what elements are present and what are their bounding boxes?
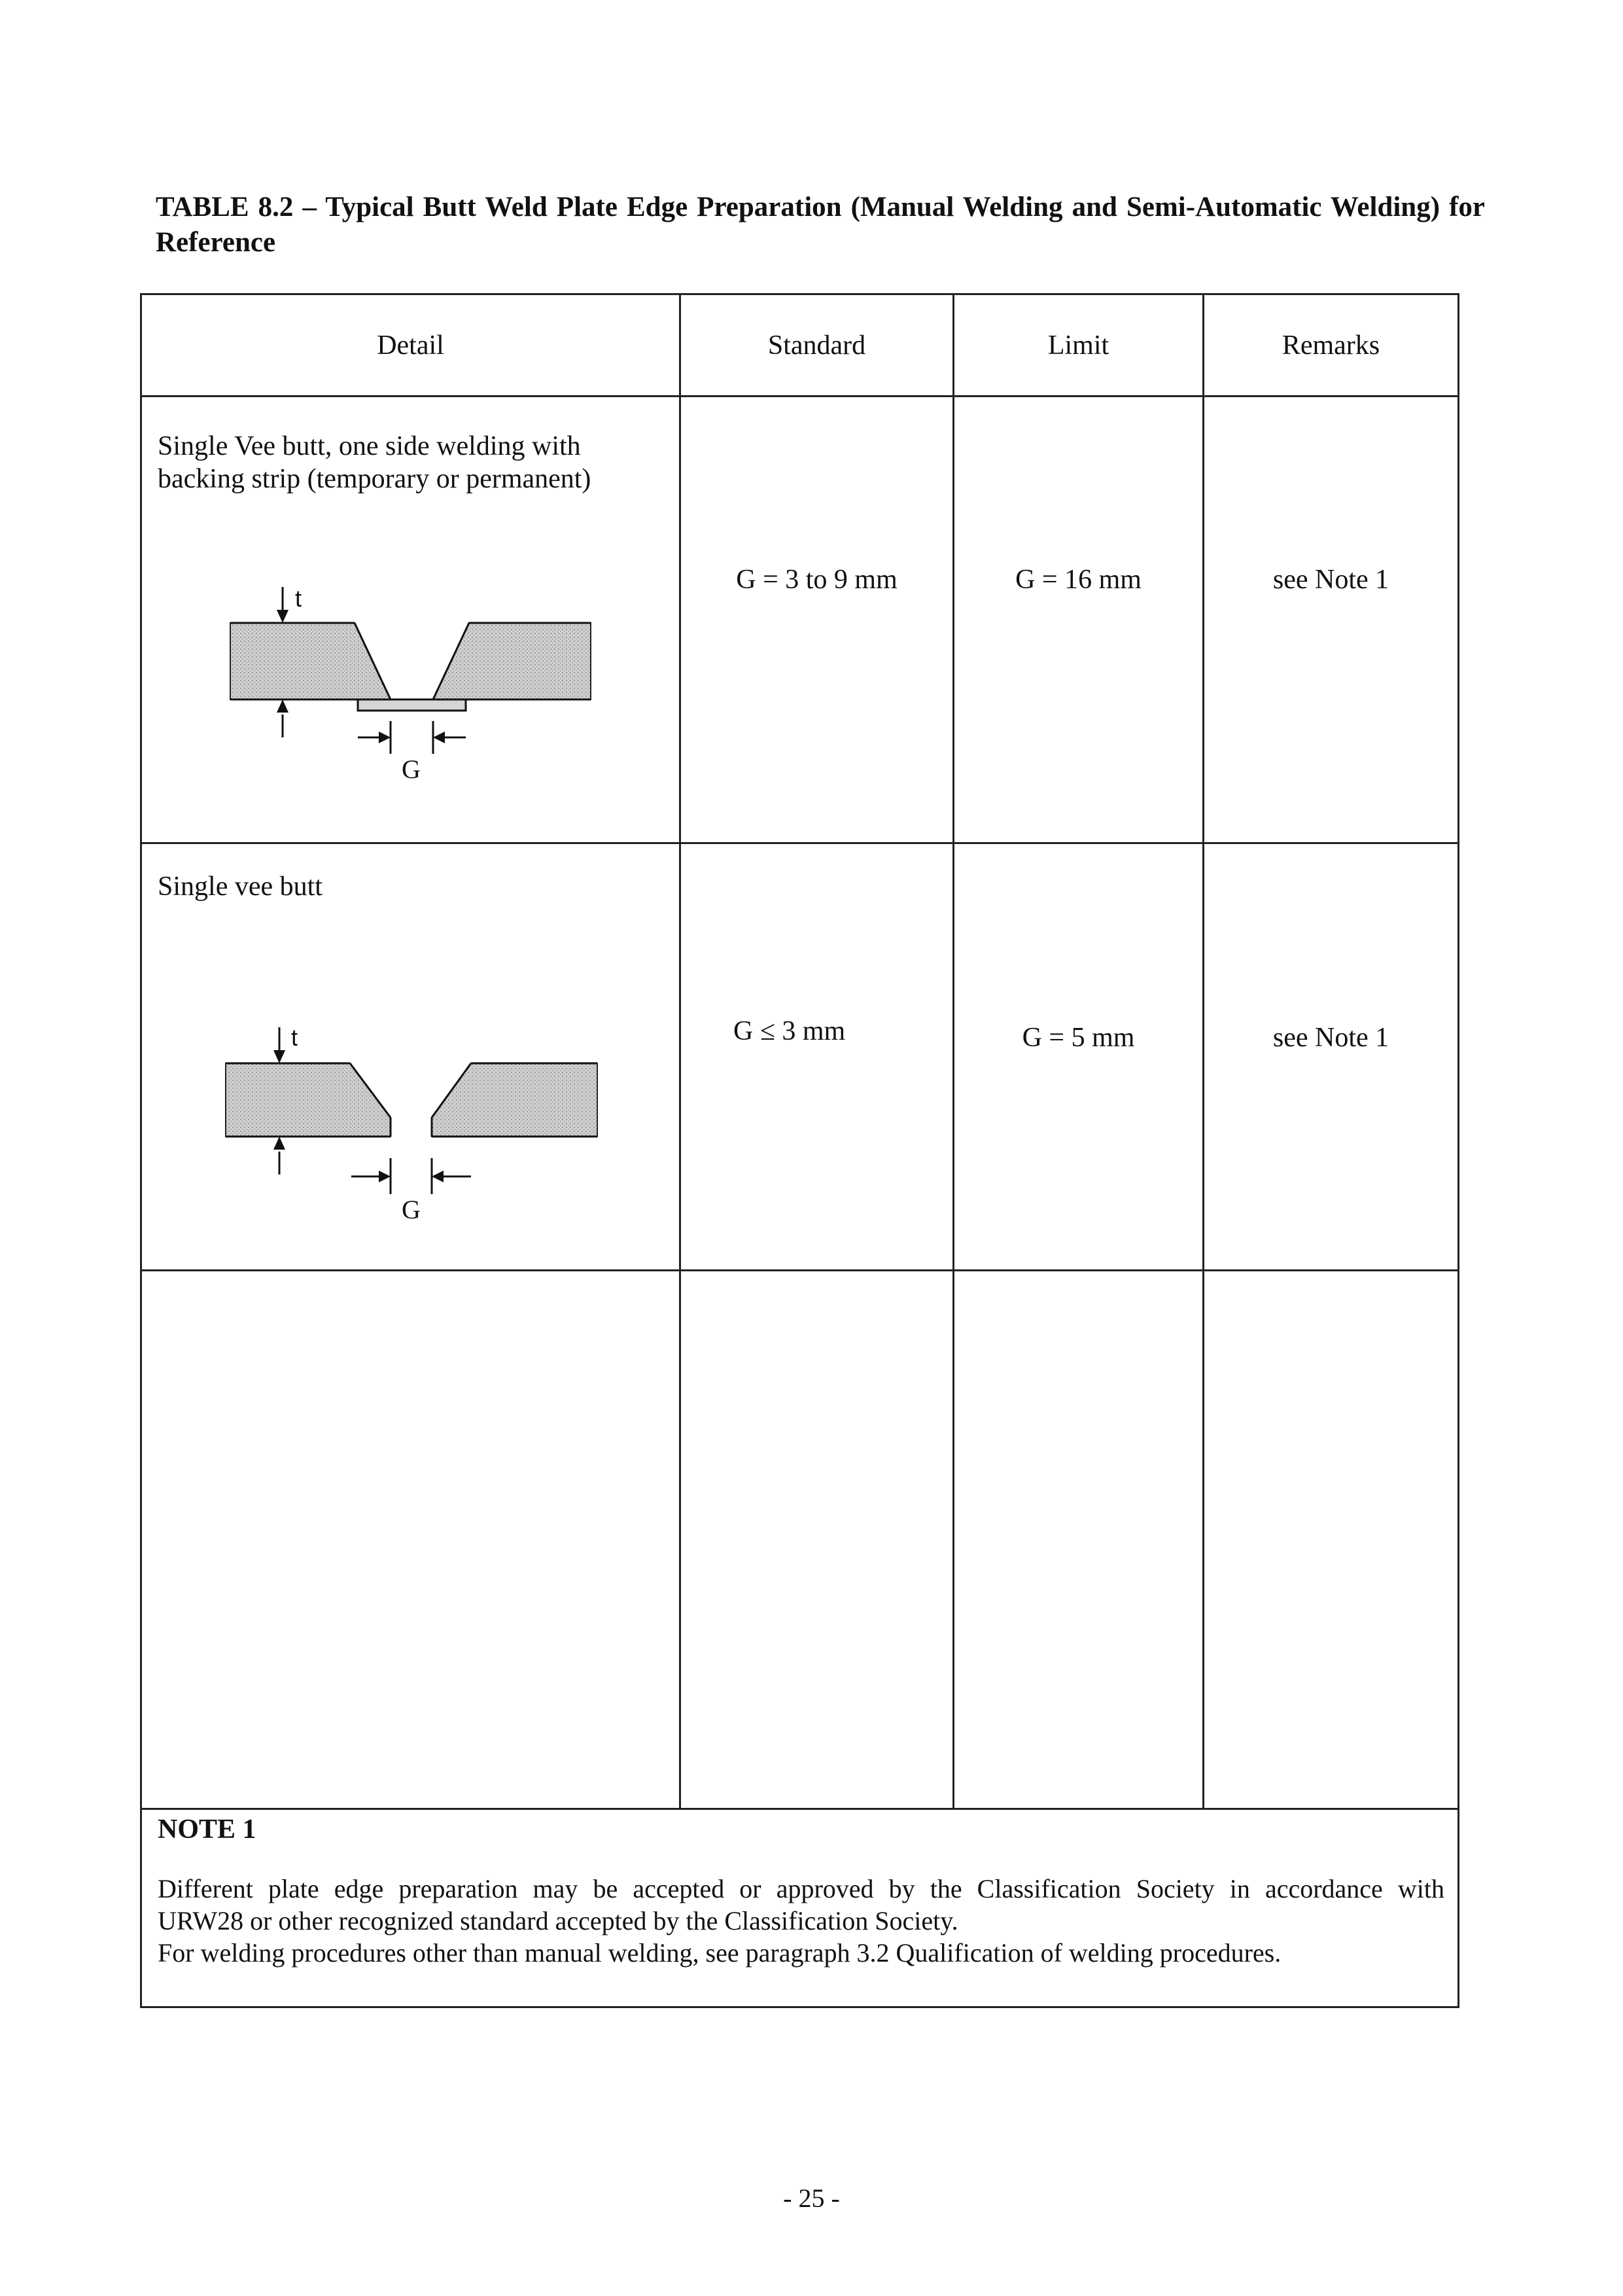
detail-description: Single Vee butt, one side welding with backing strip (temporary or permanent) bbox=[158, 431, 591, 494]
standard-cell bbox=[680, 843, 954, 1271]
standard-value: G ≤ 3 mm bbox=[733, 1016, 846, 1046]
limit-value: G = 16 mm bbox=[1015, 565, 1142, 595]
note-heading: NOTE 1 bbox=[158, 1814, 256, 1845]
thickness-label: t bbox=[295, 585, 302, 612]
detail-cell bbox=[141, 843, 680, 1271]
limit-cell bbox=[954, 397, 1204, 843]
right-plate bbox=[433, 623, 591, 699]
header-detail: Detail bbox=[141, 294, 680, 397]
remarks-cell bbox=[1204, 397, 1459, 843]
weld-preparation-table bbox=[140, 293, 1459, 2008]
header-limit: Limit bbox=[954, 294, 1204, 397]
remarks-cell-empty bbox=[1204, 1271, 1459, 1809]
standard-cell bbox=[680, 397, 954, 843]
gap-arrow-left bbox=[379, 732, 391, 743]
thickness-arrow-bottom bbox=[277, 699, 288, 713]
left-plate bbox=[230, 623, 391, 699]
table-row-empty bbox=[141, 1271, 1459, 1809]
page-number: - 25 - bbox=[783, 2183, 840, 2213]
note-line: For welding procedures other than manual welding, see paragraph 3.2 Qualification of welding procedures. bbox=[158, 1938, 1282, 1968]
note-line: Different plate edge preparation may be accepted or approved by the Classification Society in accordance with bbox=[158, 1874, 1444, 1903]
thickness-label: t bbox=[291, 1024, 298, 1051]
limit-value: G = 5 mm bbox=[1022, 1023, 1135, 1053]
detail-cell bbox=[141, 397, 680, 843]
single-vee-weld-diagram bbox=[142, 844, 678, 1269]
header-remarks: Remarks bbox=[1204, 294, 1459, 397]
detail-description: Single vee butt bbox=[158, 872, 323, 902]
thickness-arrow-top bbox=[277, 610, 288, 623]
table-title: TABLE 8.2 – Typical Butt Weld Plate Edge Preparation (Manual Welding and Semi-Automatic Welding) for Reference bbox=[156, 192, 1485, 258]
limit-cell bbox=[954, 843, 1204, 1271]
backing-strip-weld-diagram bbox=[142, 397, 678, 842]
thickness-arrow-top bbox=[273, 1050, 285, 1063]
remarks-cell bbox=[1204, 843, 1459, 1271]
left-plate bbox=[226, 1063, 391, 1137]
backing-strip bbox=[358, 699, 466, 711]
gap-arrow-right bbox=[432, 1171, 444, 1182]
remarks-value: see Note 1 bbox=[1272, 565, 1389, 595]
standard-cell-empty bbox=[680, 1271, 954, 1809]
standard-value: G = 3 to 9 mm bbox=[736, 565, 898, 595]
gap-label: G bbox=[402, 1195, 421, 1224]
right-plate bbox=[432, 1063, 597, 1137]
remarks-value: see Note 1 bbox=[1272, 1023, 1389, 1053]
table-row bbox=[141, 397, 1459, 843]
header-standard: Standard bbox=[680, 294, 954, 397]
limit-cell-empty bbox=[954, 1271, 1204, 1809]
table-row bbox=[141, 843, 1459, 1271]
note-line: URW28 or other recognized standard accepted by the Classification Society. bbox=[158, 1906, 958, 1935]
table-header-row bbox=[141, 294, 1459, 397]
detail-cell-empty bbox=[141, 1271, 680, 1809]
gap-arrow-left bbox=[379, 1171, 391, 1182]
thickness-arrow-bottom bbox=[273, 1137, 285, 1150]
note-row bbox=[141, 1809, 1459, 2007]
gap-label: G bbox=[402, 754, 421, 784]
gap-arrow-right bbox=[433, 732, 445, 743]
note-cell bbox=[141, 1809, 1459, 2007]
note-body bbox=[158, 1873, 1444, 1969]
